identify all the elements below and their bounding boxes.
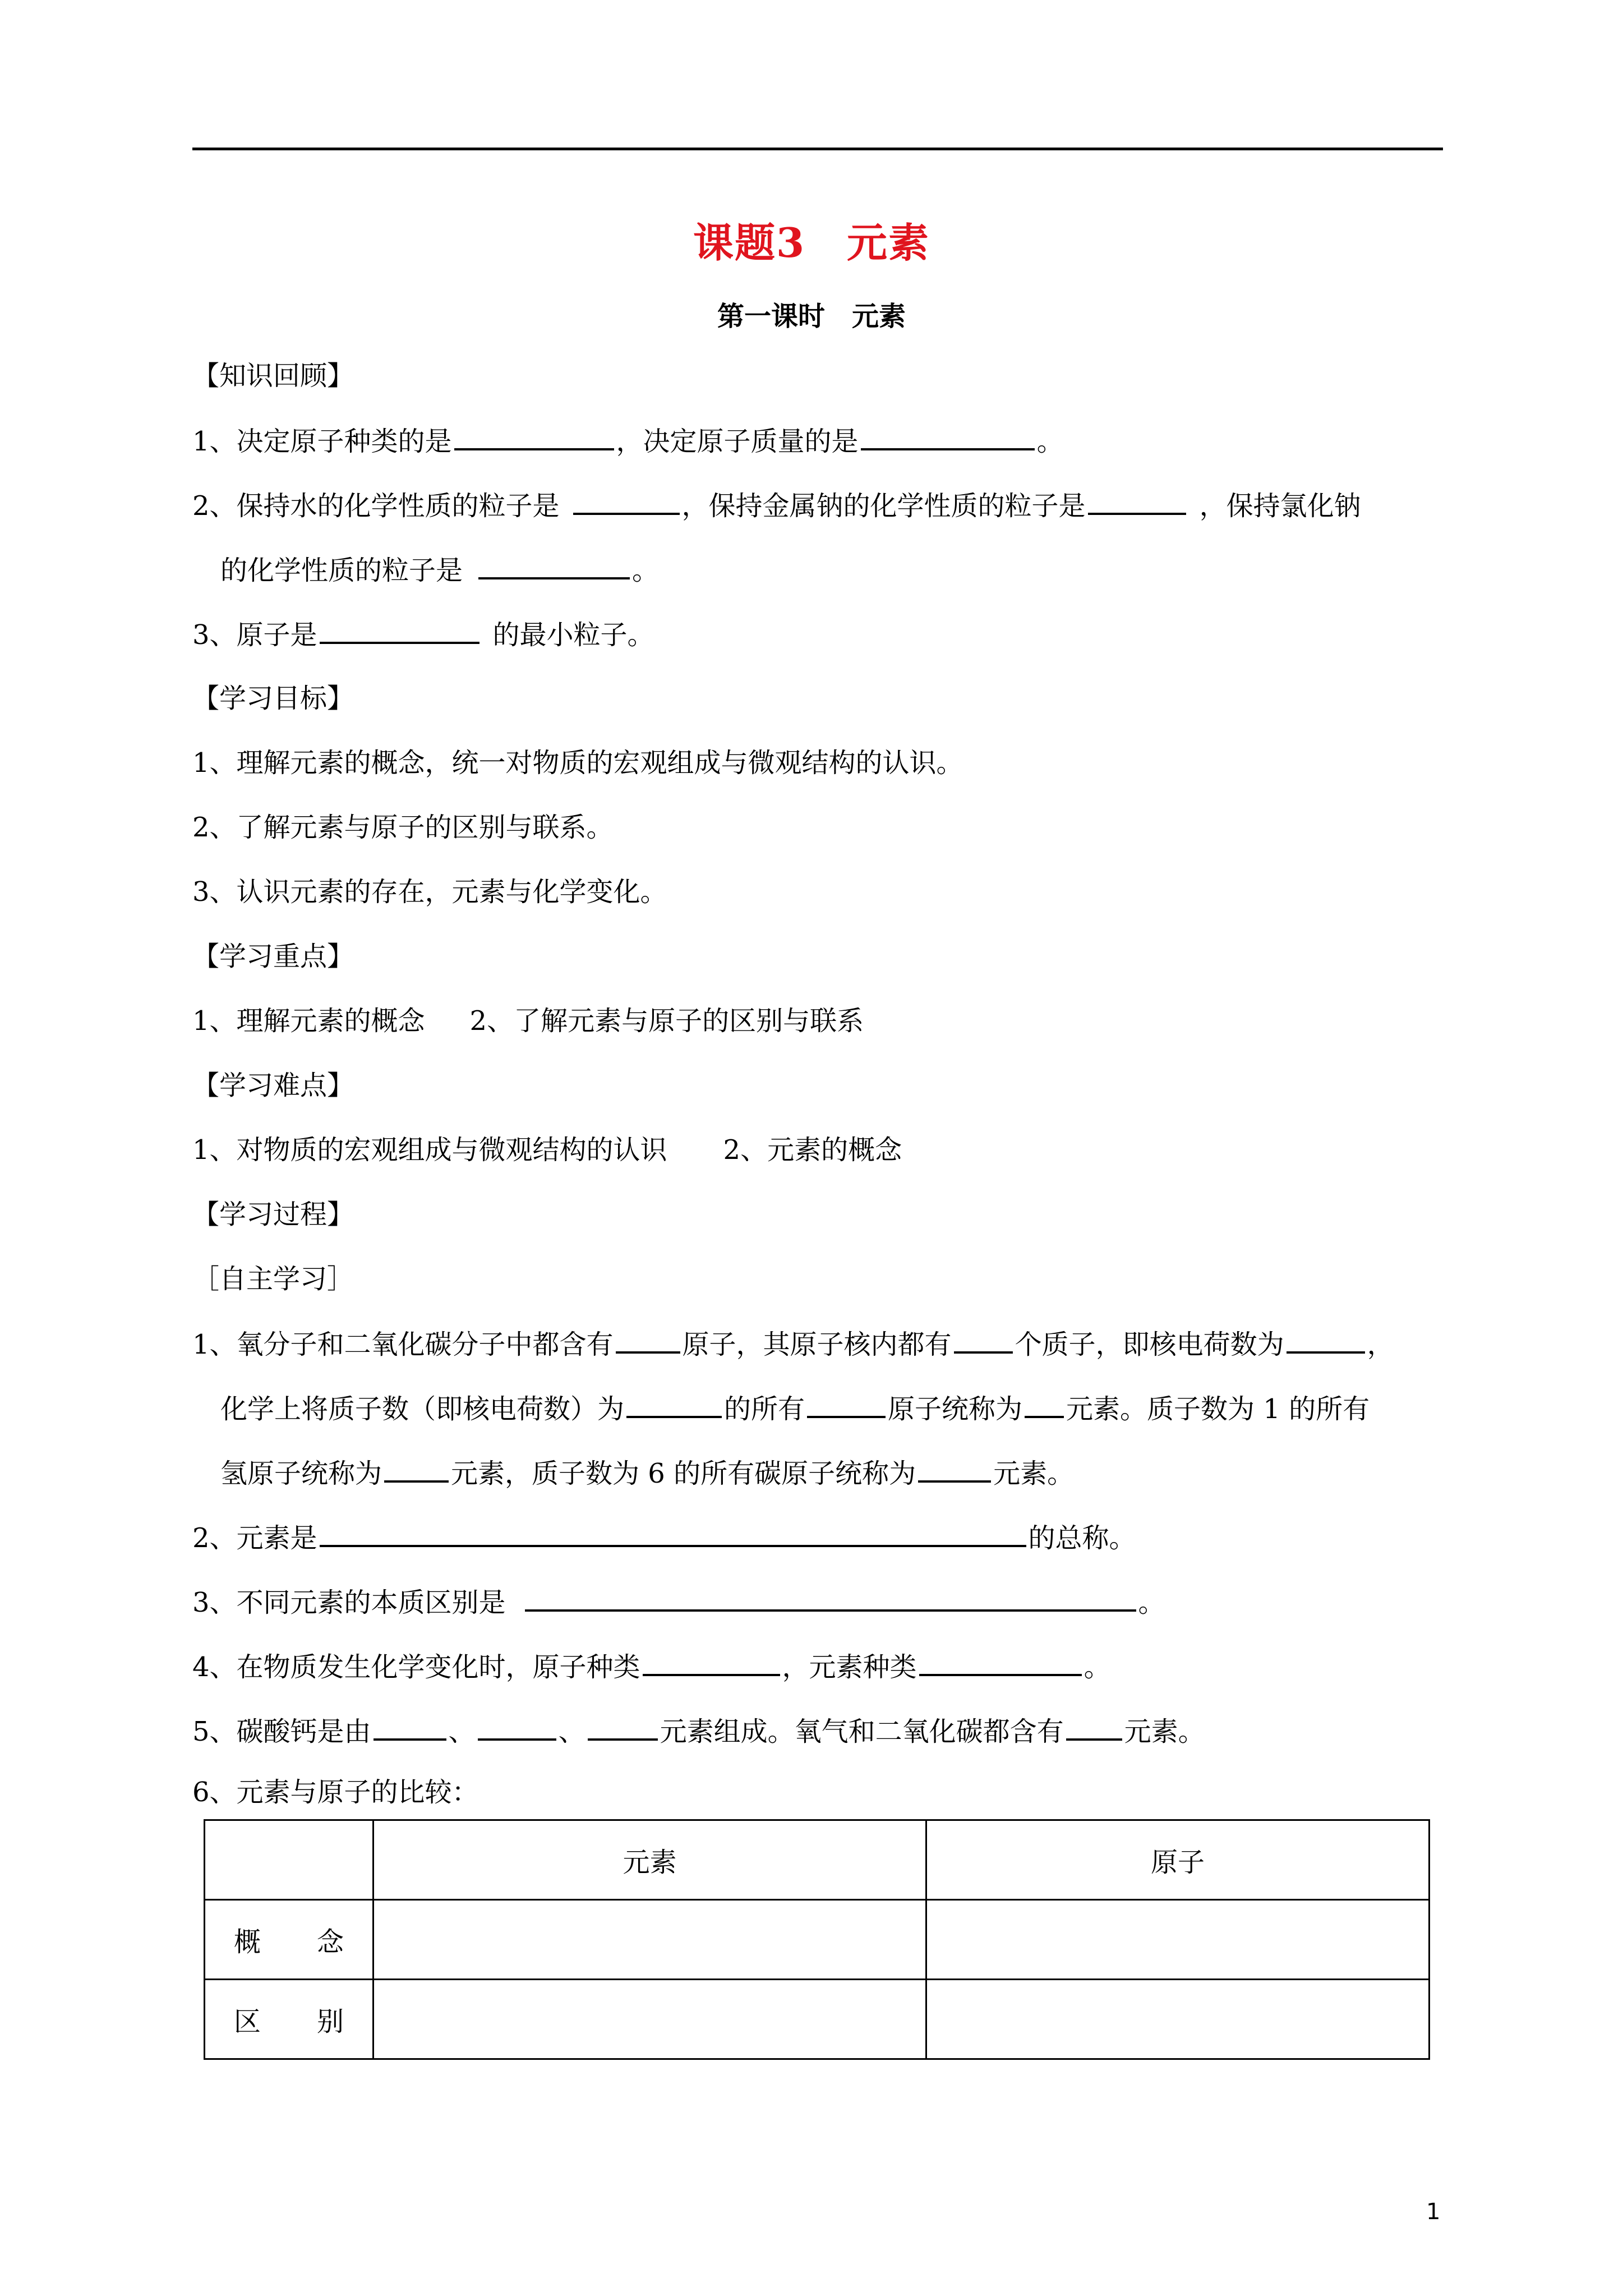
review-question-1: 1、决定原子种类的是 ，决定原子质量的是 。: [192, 424, 1064, 458]
section-key-heading: 【学习重点】: [192, 941, 354, 972]
table-header-row: [205, 1820, 1430, 1900]
table-row: [205, 1980, 1430, 2059]
goal-item: 2、了解元素与原子的区别与联系。: [192, 812, 614, 843]
study-question-2: 2、元素是 的总称。: [192, 1520, 1136, 1555]
blank[interactable]: [807, 1391, 886, 1418]
blank[interactable]: [320, 617, 479, 644]
table-row-label: 区 别: [205, 1980, 374, 2059]
blank[interactable]: [573, 488, 680, 515]
table-cell[interactable]: [926, 1900, 1430, 1980]
blank[interactable]: [918, 1456, 991, 1483]
goal-item: 3、认识元素的存在，元素与化学变化。: [192, 876, 667, 908]
page-number: 1: [1426, 2199, 1441, 2225]
review-question-2: 2、保持水的化学性质的粒子是 ，保持金属钠的化学性质的粒子是 ，保持氯化钠: [192, 488, 1361, 523]
header-rule: [192, 148, 1443, 150]
blank[interactable]: [1088, 488, 1186, 515]
review-question-3: 3、原子是 的最小粒子。: [192, 617, 654, 652]
blank[interactable]: [478, 1714, 556, 1741]
lesson-subtitle: 第一课时 元素: [717, 301, 906, 332]
blank[interactable]: [861, 424, 1035, 450]
blank[interactable]: [478, 553, 630, 579]
table-header-cell: 元素: [374, 1820, 926, 1900]
study-question-3: 3、不同元素的本质区别是 。: [192, 1585, 1165, 1619]
blank[interactable]: [384, 1456, 449, 1483]
blank[interactable]: [320, 1520, 1026, 1547]
blank[interactable]: [919, 1649, 1082, 1676]
section-process-heading: 【学习过程】: [192, 1199, 354, 1230]
table-header-cell: 原子: [926, 1820, 1430, 1900]
section-difficult-heading: 【学习难点】: [192, 1070, 354, 1101]
table-header-cell: [205, 1820, 374, 1900]
study-question-6: 6、元素与原子的比较：: [192, 1777, 479, 1808]
table-cell[interactable]: [926, 1980, 1430, 2059]
blank[interactable]: [626, 1391, 722, 1418]
lesson-title: 课题3 元素: [693, 219, 930, 266]
blank[interactable]: [643, 1649, 780, 1676]
blank[interactable]: [616, 1327, 680, 1354]
table-row: [205, 1900, 1430, 1980]
section-goals-heading: 【学习目标】: [192, 683, 354, 714]
blank[interactable]: [1025, 1391, 1064, 1418]
study-question-1: 1、氧分子和二氧化碳分子中都含有 原子，其原子核内都有 个质子，即核电荷数为 ，: [192, 1327, 1394, 1361]
study-question-1-cont: 化学上将质子数（即核电荷数）为 的所有 原子统称为 元素。质子数为 1 的所有: [220, 1391, 1370, 1426]
blank[interactable]: [1066, 1714, 1122, 1741]
blank[interactable]: [525, 1585, 1136, 1612]
blank[interactable]: [374, 1714, 446, 1741]
table-cell[interactable]: [374, 1980, 926, 2059]
difficult-points: 1、对物质的宏观组成与微观结构的认识 2、元素的概念: [192, 1134, 902, 1166]
self-study-heading: ［自主学习］: [192, 1263, 354, 1295]
comparison-table: [204, 1819, 1430, 2060]
blank[interactable]: [588, 1714, 658, 1741]
study-question-1-cont2: 氢原子统称为 元素，质子数为 6 的所有碳原子统称为 元素。: [220, 1456, 1074, 1490]
key-points: 1、理解元素的概念 2、了解元素与原子的区别与联系: [192, 1005, 864, 1037]
goal-item: 1、理解元素的概念，统一对物质的宏观组成与微观结构的认识。: [192, 747, 963, 779]
section-review-heading: 【知识回顾】: [192, 360, 354, 392]
blank[interactable]: [954, 1327, 1013, 1354]
blank[interactable]: [1287, 1327, 1365, 1354]
table-cell[interactable]: [374, 1900, 926, 1980]
review-question-2-cont: 的化学性质的粒子是 。: [220, 553, 659, 587]
blank[interactable]: [454, 424, 614, 450]
table-row-label: 概 念: [205, 1900, 374, 1980]
study-question-5: 5、碳酸钙是由 、 、 元素组成。氧气和二氧化碳都含有 元素。: [192, 1714, 1205, 1749]
study-question-4: 4、在物质发生化学变化时，原子种类 ，元素种类 。: [192, 1649, 1111, 1684]
